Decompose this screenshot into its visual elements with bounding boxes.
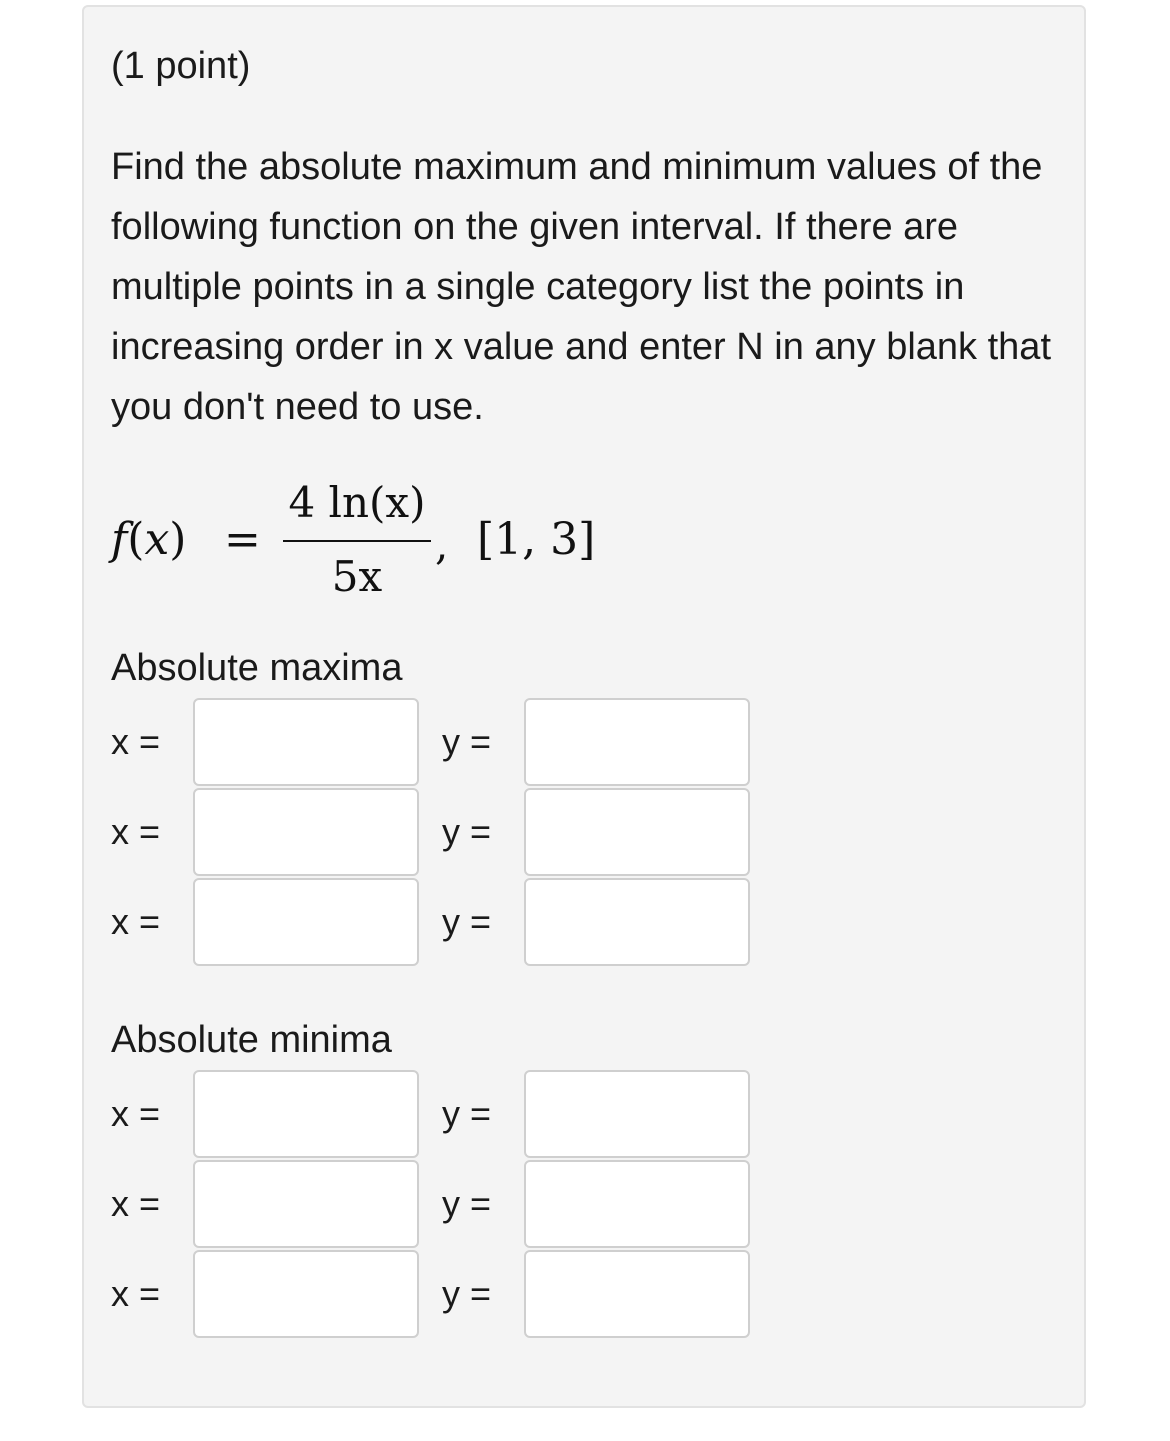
function-name: f	[111, 514, 128, 565]
maxima-label: Absolute maxima	[111, 647, 403, 689]
maxima-y-input-2[interactable]	[524, 788, 750, 876]
minima-x-input-1[interactable]	[193, 1070, 419, 1158]
minima-y-input-2[interactable]	[524, 1160, 750, 1248]
x-label: x =	[111, 721, 161, 762]
function-lhs: f(x)	[111, 514, 187, 565]
function-variable: x	[144, 514, 170, 565]
point-value: (1 point)	[111, 45, 251, 87]
minima-y-input-3[interactable]	[524, 1250, 750, 1338]
y-label: y =	[442, 811, 492, 852]
x-label: x =	[111, 1183, 161, 1224]
minima-row-1	[0, 1070, 1170, 1158]
minima-x-input-3[interactable]	[193, 1250, 419, 1338]
problem-prompt: Find the absolute maximum and minimum values of the following function on the given interval. If there are multiple points in a single category list the points in increasing order in x value and enter N in any blank that you don't need to use.	[111, 146, 1051, 428]
maxima-row-1	[0, 698, 1170, 786]
x-label: x =	[111, 1093, 161, 1134]
minima-y-input-1[interactable]	[524, 1070, 750, 1158]
maxima-x-input-3[interactable]	[193, 878, 419, 966]
y-label: y =	[442, 901, 492, 942]
maxima-row-2	[0, 788, 1170, 876]
equals-sign: =	[224, 514, 261, 565]
maxima-y-input-1[interactable]	[524, 698, 750, 786]
x-label: x =	[111, 901, 161, 942]
formula-separator: ,	[435, 520, 449, 569]
minima-row-2	[0, 1160, 1170, 1248]
y-label: y =	[442, 1273, 492, 1314]
maxima-y-input-3[interactable]	[524, 878, 750, 966]
maxima-x-input-1[interactable]	[193, 698, 419, 786]
y-label: y =	[442, 1183, 492, 1224]
minima-x-input-2[interactable]	[193, 1160, 419, 1248]
y-label: y =	[442, 721, 492, 762]
maxima-row-3	[0, 878, 1170, 966]
maxima-x-input-2[interactable]	[193, 788, 419, 876]
interval: [1, 3]	[477, 514, 596, 565]
minima-row-3	[0, 1250, 1170, 1338]
fraction-denominator: 5x	[331, 552, 383, 601]
fraction-numerator: 4 ln(x)	[288, 478, 426, 527]
x-label: x =	[111, 1273, 161, 1314]
minima-label: Absolute minima	[111, 1019, 392, 1061]
fraction-bar	[283, 540, 431, 542]
y-label: y =	[442, 1093, 492, 1134]
x-label: x =	[111, 811, 161, 852]
